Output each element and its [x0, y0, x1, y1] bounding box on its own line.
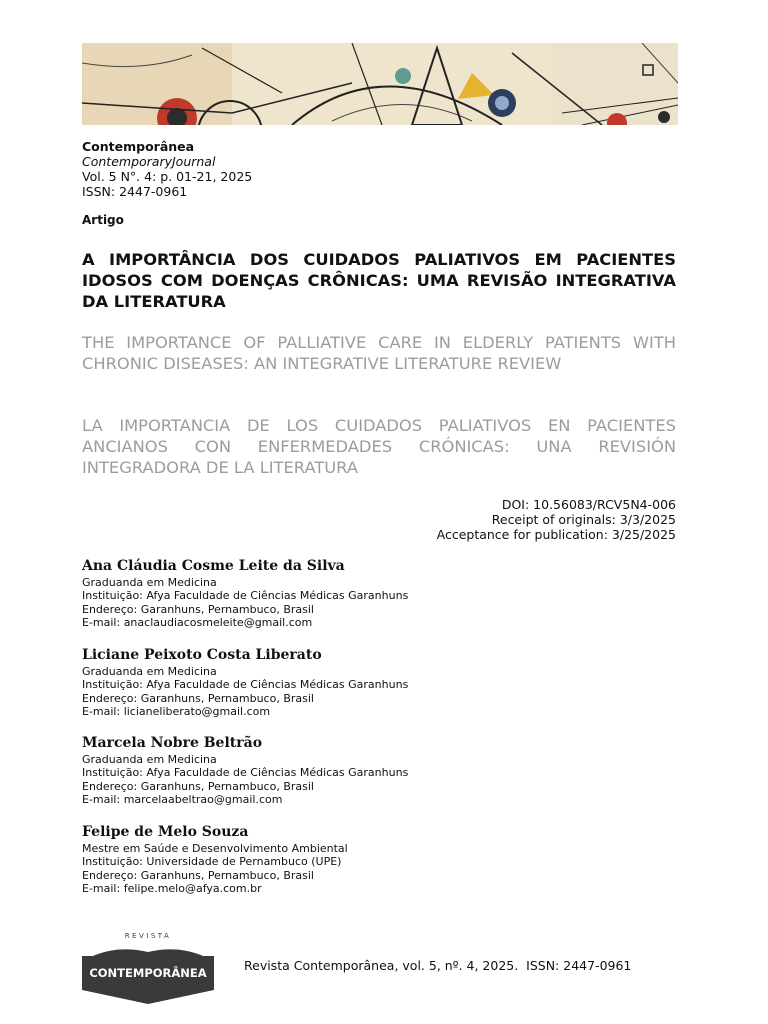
- author-address: Endereço: Garanhuns, Pernambuco, Brasil: [82, 691, 314, 705]
- author-degree: Mestre em Saúde e Desenvolvimento Ambiental: [82, 842, 348, 855]
- journal-info: [82, 139, 682, 199]
- author-degree: Graduanda em Medicina: [82, 665, 217, 678]
- journal-logo: [82, 930, 214, 1004]
- doi: DOI: 10.56083/RCV5N4-006: [501, 497, 676, 512]
- author-name: Ana Cláudia Cosme Leite da Silva: [82, 558, 345, 574]
- author-degree: Graduanda em Medicina: [82, 753, 217, 766]
- title-portuguese: A IMPORTÂNCIA DOS CUIDADOS PALIATIVOS EM PACIENTES IDOSOS COM DOENÇAS CRÔNICAS: UMA REVISÃO INTEGRATIVA DA LITERATURA: [82, 250, 676, 311]
- author-address: Endereço: Garanhuns, Pernambuco, Brasil: [82, 779, 314, 793]
- author-name: Felipe de Melo Souza: [82, 824, 249, 840]
- header-banner-artwork: [82, 43, 678, 125]
- author-address: Endereço: Garanhuns, Pernambuco, Brasil: [82, 868, 314, 882]
- journal-issn: ISSN: 2447-0961: [82, 184, 188, 199]
- journal-volume: Vol. 5 N°. 4: p. 01-21, 2025: [82, 169, 253, 184]
- author-institution: Instituição: Afya Faculdade de Ciências Médicas Garanhuns: [82, 678, 409, 692]
- author-block: [82, 647, 682, 718]
- author-block: [82, 558, 682, 629]
- author-address: Endereço: Garanhuns, Pernambuco, Brasil: [82, 602, 314, 616]
- title-spanish: LA IMPORTANCIA DE LOS CUIDADOS PALIATIVOS EN PACIENTES ANCIANOS CON ENFERMEDADES CRÓNICAS: UNA REVISIÓN INTEGRADORA DE LA LITERATURA: [82, 416, 676, 477]
- author-block: [82, 735, 682, 806]
- section-label: Artigo: [82, 213, 124, 227]
- title-english: THE IMPORTANCE OF PALLIATIVE CARE IN ELDERLY PATIENTS WITH CHRONIC DISEASES: AN INTEGRATIVE LITERATURE REVIEW: [82, 333, 676, 373]
- author-name: Marcela Nobre Beltrão: [82, 735, 263, 751]
- article-metadata: [437, 497, 676, 542]
- author-email: E-mail: licianeliberato@gmail.com: [82, 704, 271, 718]
- author-name: Liciane Peixoto Costa Liberato: [82, 647, 322, 663]
- journal-name: Contemporânea: [82, 139, 195, 154]
- page-footer: Revista Contemporânea, vol. 5, nº. 4, 2025. ISSN: 2447-0961: [244, 958, 632, 973]
- author-institution: Instituição: Afya Faculdade de Ciências Médicas Garanhuns: [82, 766, 409, 780]
- journal-name-english: ContemporaryJournal: [82, 154, 216, 169]
- acceptance-date: Acceptance for publication: 3/25/2025: [436, 527, 676, 542]
- author-institution: Instituição: Universidade de Pernambuco (UPE): [82, 855, 342, 869]
- logo-top-text: REVISTA: [124, 932, 172, 940]
- author-email: E-mail: marcelaabeltrao@gmail.com: [82, 792, 283, 806]
- author-degree: Graduanda em Medicina: [82, 576, 217, 589]
- author-email: E-mail: anaclaudiacosmeleite@gmail.com: [82, 615, 313, 629]
- receipt-date: Receipt of originals: 3/3/2025: [491, 512, 676, 527]
- author-email: E-mail: felipe.melo@afya.com.br: [82, 881, 262, 895]
- logo-main-text: CONTEMPORÂNEA: [89, 966, 207, 980]
- author-institution: Instituição: Afya Faculdade de Ciências Médicas Garanhuns: [82, 589, 409, 603]
- author-block: [82, 824, 682, 895]
